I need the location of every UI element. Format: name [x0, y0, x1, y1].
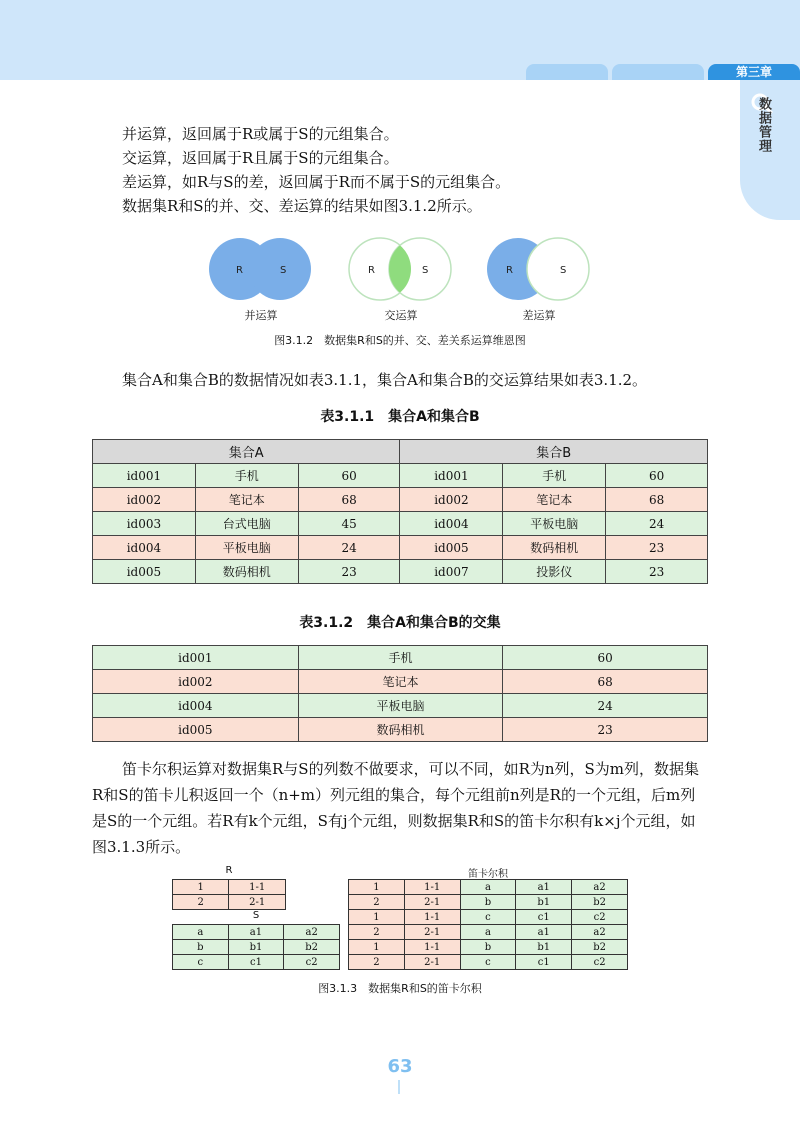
- table-cell: c: [173, 955, 229, 970]
- table-cell: id002: [93, 670, 299, 694]
- chapter-tab-decor-1: [526, 64, 608, 80]
- table-cell: id004: [93, 694, 299, 718]
- table-cell: 1: [349, 880, 405, 895]
- table-cell: 68: [298, 488, 400, 512]
- table-cell: 23: [503, 718, 708, 742]
- table-cell: b2: [284, 940, 340, 955]
- table-cell: c2: [572, 910, 628, 925]
- table-cell: id003: [93, 512, 196, 536]
- fig313-caption: 图3.1.3 数据集R和S的笛卡尔积: [318, 982, 482, 995]
- table-row: [93, 646, 708, 670]
- table-row: [173, 880, 286, 895]
- table-cell: 1-1: [404, 880, 460, 895]
- table-row: [349, 925, 628, 940]
- table-cell: c1: [516, 955, 572, 970]
- venn-difference-label-r: R: [506, 265, 513, 276]
- table-row: [173, 895, 286, 910]
- table-cell: a: [460, 880, 516, 895]
- table-set-a-b: [92, 439, 708, 584]
- table-cell: c1: [516, 910, 572, 925]
- table-cell: 1: [349, 940, 405, 955]
- fig-product-title: 笛卡尔积: [468, 869, 508, 880]
- para-intersect: 交运算，返回属于R且属于S的元组集合。: [122, 149, 399, 167]
- table-row: [349, 895, 628, 910]
- table-cell: 1-1: [404, 940, 460, 955]
- table-cell: 60: [298, 464, 400, 488]
- table-cell: 平板电脑: [298, 694, 503, 718]
- table-cell: 1-1: [229, 880, 286, 895]
- table-cell: 23: [606, 536, 708, 560]
- venn-union: [202, 236, 332, 302]
- table-row: [349, 940, 628, 955]
- table-cell: b: [460, 895, 516, 910]
- table-cell: id007: [400, 560, 503, 584]
- table-row: [93, 718, 708, 742]
- table-cell: 60: [606, 464, 708, 488]
- venn-caption: 图3.1.2 数据集R和S的并、交、差关系运算维恩图: [274, 334, 526, 347]
- venn-union-label-r: R: [236, 265, 243, 276]
- table-cell: a: [173, 925, 229, 940]
- table-cell: id001: [93, 464, 196, 488]
- table-cell: b2: [572, 895, 628, 910]
- table-cell: 2: [349, 955, 405, 970]
- table-cell: 68: [606, 488, 708, 512]
- table-cell: id002: [93, 488, 196, 512]
- table-cell: id005: [93, 560, 196, 584]
- table-cell: id004: [93, 536, 196, 560]
- chapter-label: 第三章: [735, 65, 772, 79]
- table-cell: id004: [400, 512, 503, 536]
- table-cell: 2-1: [404, 925, 460, 940]
- table-cell: a1: [516, 880, 572, 895]
- side-chapter-title: 数据管理: [756, 97, 771, 153]
- chapter-tab-decor-2: [612, 64, 704, 80]
- table1-title: 表3.1.1 集合A和集合B: [320, 409, 480, 425]
- table-row: [349, 880, 628, 895]
- table-row: [93, 488, 708, 512]
- table-row: [93, 512, 708, 536]
- table-row: [93, 464, 708, 488]
- table-cell: b2: [572, 940, 628, 955]
- table-cell: b1: [228, 940, 284, 955]
- table-row: [93, 694, 708, 718]
- table-cell: 1-1: [404, 910, 460, 925]
- table-cell: 68: [503, 670, 708, 694]
- table-cell: 台式电脑: [195, 512, 298, 536]
- fig-r-title: R: [225, 865, 233, 876]
- table-cell: 24: [606, 512, 708, 536]
- table-cell: 1: [173, 880, 229, 895]
- table1-header-row: [93, 440, 708, 464]
- fig-table-s: [172, 924, 340, 970]
- table-cell: a: [460, 925, 516, 940]
- table-cell: 24: [298, 536, 400, 560]
- table-cell: 2: [349, 895, 405, 910]
- table-row: [93, 536, 708, 560]
- page-number: 63: [387, 1056, 413, 1077]
- table-cell: 数码相机: [503, 536, 606, 560]
- table-cell: 手机: [503, 464, 606, 488]
- table-cell: 平板电脑: [503, 512, 606, 536]
- page-number-bar: [398, 1080, 400, 1094]
- table-cell: 投影仪: [503, 560, 606, 584]
- venn-difference: [478, 236, 608, 302]
- table-cell: c: [460, 955, 516, 970]
- table-cell: 2: [173, 895, 229, 910]
- table-row: [349, 955, 628, 970]
- table-cell: b1: [516, 895, 572, 910]
- table-cell: id001: [93, 646, 299, 670]
- table-cell: c2: [572, 955, 628, 970]
- venn-intersect: [340, 236, 470, 302]
- table-cell: 1: [349, 910, 405, 925]
- table-cell: b1: [516, 940, 572, 955]
- chapter-tabs: [526, 64, 800, 80]
- table-cell: id005: [400, 536, 503, 560]
- table-cell: 数码相机: [298, 718, 503, 742]
- table-cell: 23: [606, 560, 708, 584]
- table-row: [173, 940, 340, 955]
- table-cell: id002: [400, 488, 503, 512]
- para-difference: 差运算，如R与S的差，返回属于R而不属于S的元组集合。: [122, 173, 511, 191]
- table-cell: b: [173, 940, 229, 955]
- table-cell: c1: [228, 955, 284, 970]
- table-intersection: [92, 645, 708, 742]
- table-cell: c2: [284, 955, 340, 970]
- venn-intersect-label-r: R: [368, 265, 375, 276]
- table-cell: a2: [572, 925, 628, 940]
- table-cell: 23: [298, 560, 400, 584]
- table-cell: 45: [298, 512, 400, 536]
- table-cell: 笔记本: [298, 670, 503, 694]
- table-cell: id005: [93, 718, 299, 742]
- para-cartesian: 笛卡尔积运算对数据集R与S的列数不做要求，可以不同，如R为n列，S为m列，数据集R和S的笛卡儿积返回一个（n+m）列元组的集合，每个元组前n列是R的一个元组，后m列是S的一个元组。若R有k个元组，S有j个元组，则数据集R和S的笛卡尔积有k×j个元组，如图3.1.3所示。: [92, 760, 700, 856]
- table-cell: 24: [503, 694, 708, 718]
- table-row: [173, 955, 340, 970]
- table-cell: 笔记本: [195, 488, 298, 512]
- table-cell: 数码相机: [195, 560, 298, 584]
- table-cell: 手机: [298, 646, 503, 670]
- table-cell: b: [460, 940, 516, 955]
- table-row: [349, 910, 628, 925]
- fig-table-r: [172, 879, 286, 910]
- para-figref: 数据集R和S的并、交、差运算的结果如图3.1.2所示。: [122, 197, 482, 215]
- venn-union-label-s: S: [280, 265, 287, 276]
- para-union: 并运算，返回属于R或属于S的元组集合。: [122, 125, 399, 143]
- table-cell: a2: [572, 880, 628, 895]
- table-cell: c: [460, 910, 516, 925]
- venn-difference-circle-s: [527, 238, 589, 300]
- table-cell: a1: [228, 925, 284, 940]
- table1-header-a: 集合A: [93, 440, 400, 464]
- table-cell: 平板电脑: [195, 536, 298, 560]
- table-cell: 2-1: [404, 895, 460, 910]
- venn-label-union: 并运算: [244, 309, 278, 322]
- table-cell: 60: [503, 646, 708, 670]
- table-row: [93, 560, 708, 584]
- para-tableref: 集合A和集合B的数据情况如表3.1.1，集合A和集合B的交运算结果如表3.1.2。: [122, 371, 648, 389]
- table-cell: a2: [284, 925, 340, 940]
- venn-intersect-label-s: S: [422, 265, 429, 276]
- table-cell: a1: [516, 925, 572, 940]
- venn-difference-label-s: S: [560, 265, 567, 276]
- table-cell: 2-1: [404, 955, 460, 970]
- fig-s-title: S: [252, 910, 260, 921]
- table-row: [93, 670, 708, 694]
- table-cell: 2-1: [229, 895, 286, 910]
- fig-table-product: [348, 879, 628, 970]
- venn-label-difference: 差运算: [522, 309, 556, 322]
- table2-title: 表3.1.2 集合A和集合B的交集: [299, 615, 501, 631]
- table1-header-b: 集合B: [400, 440, 708, 464]
- table-cell: 笔记本: [503, 488, 606, 512]
- table-cell: id001: [400, 464, 503, 488]
- venn-label-intersect: 交运算: [384, 309, 418, 322]
- table-cell: 手机: [195, 464, 298, 488]
- table-cell: 2: [349, 925, 405, 940]
- table-row: [173, 925, 340, 940]
